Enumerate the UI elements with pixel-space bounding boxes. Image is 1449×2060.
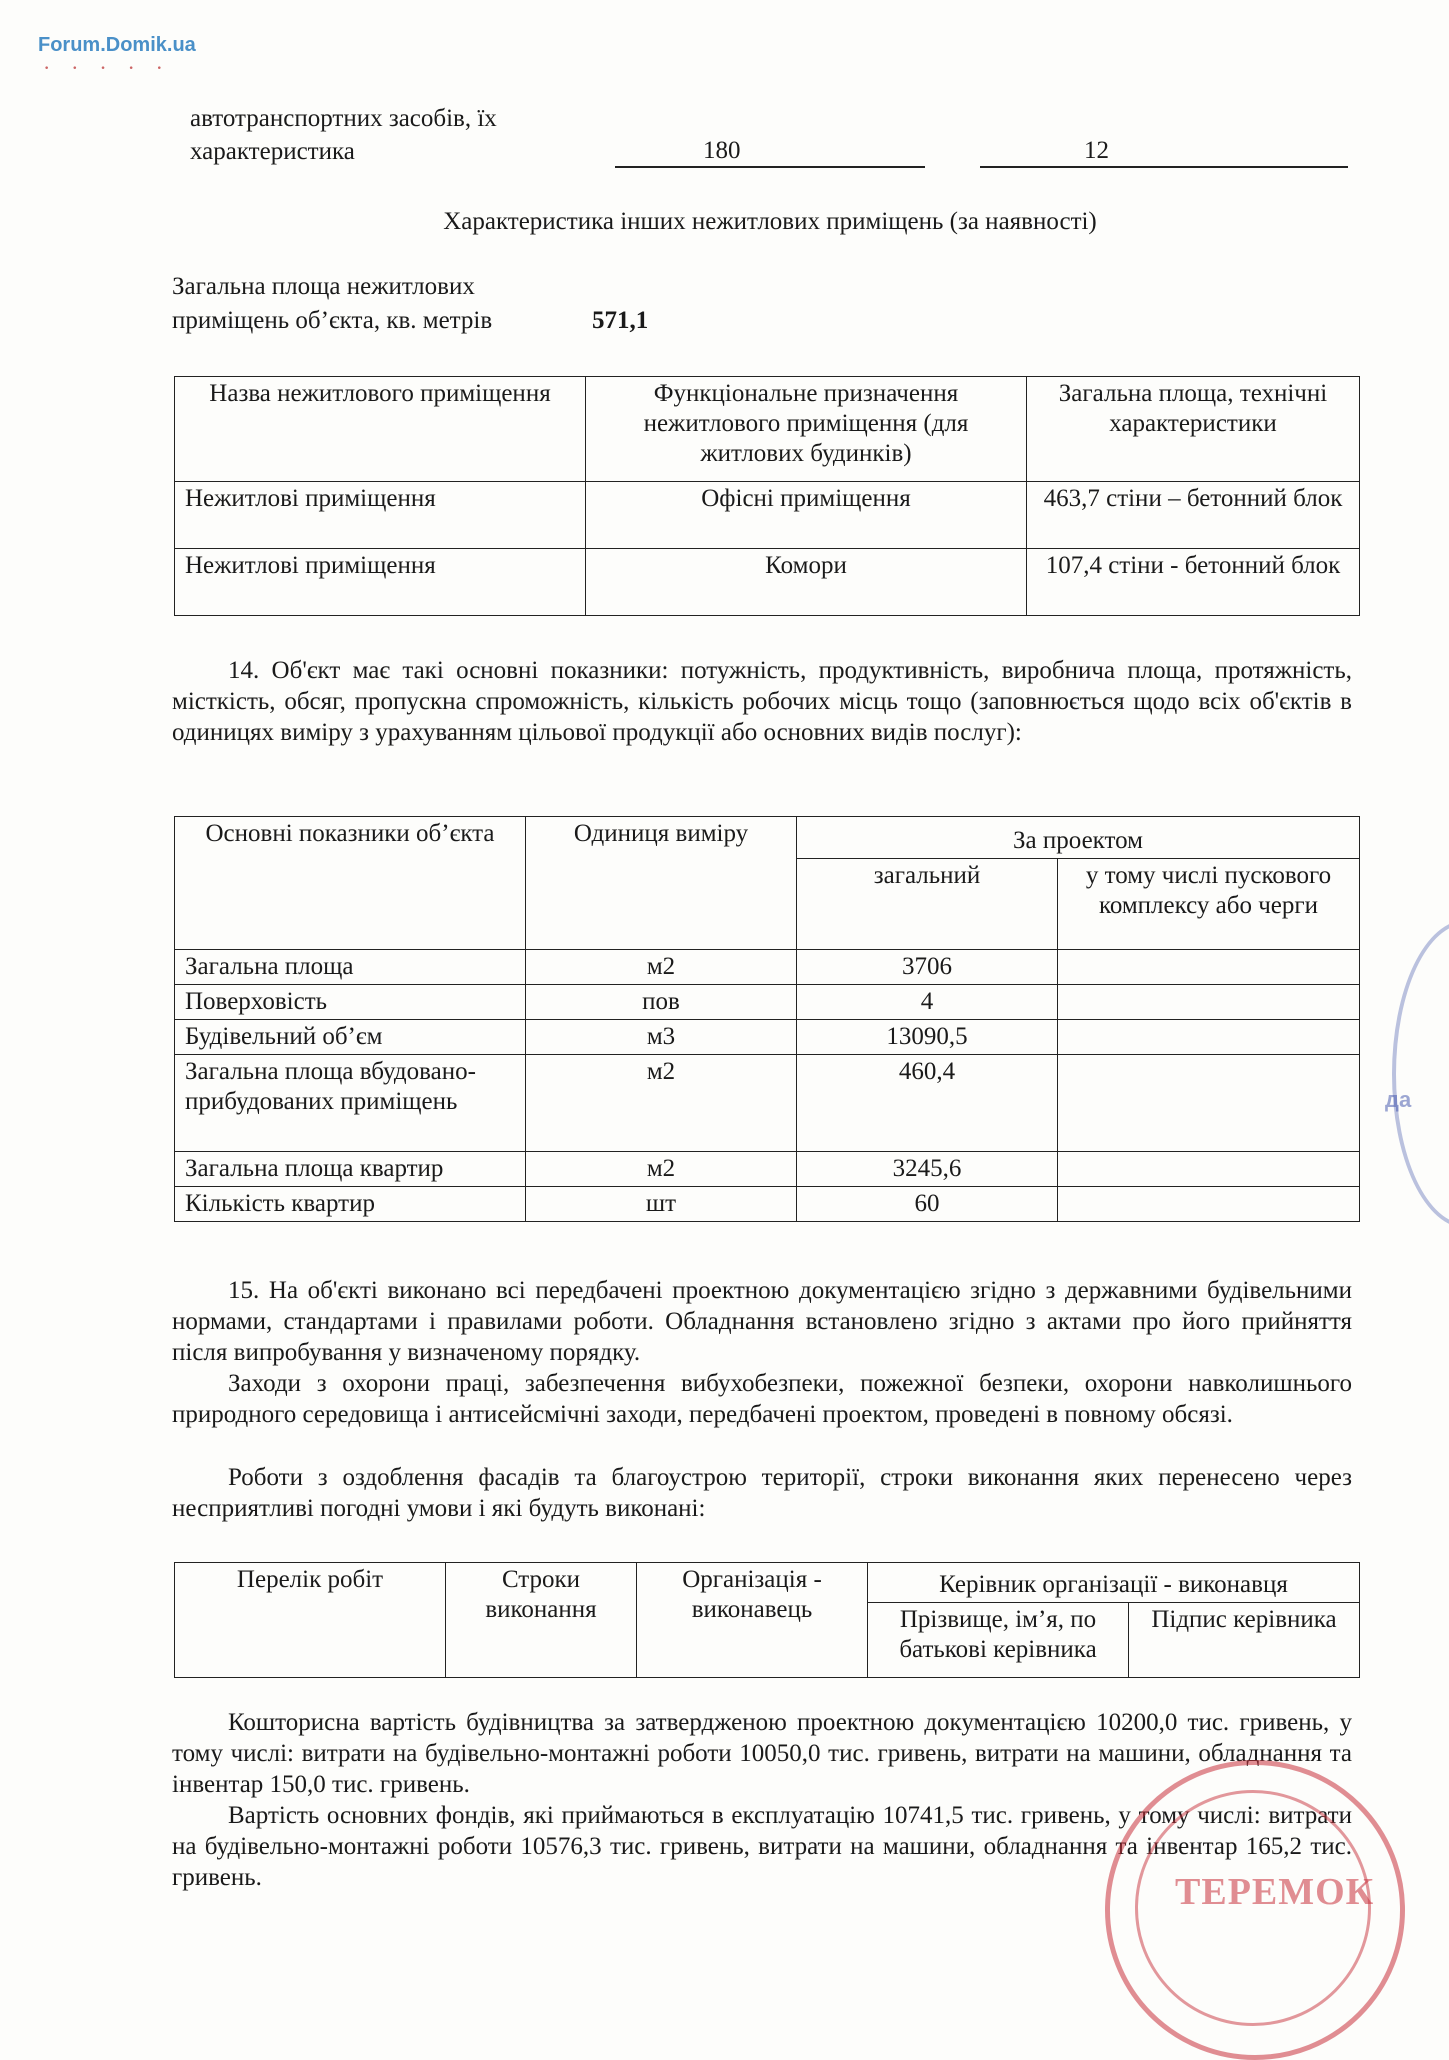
table-header-row	[175, 377, 1360, 482]
table-cell	[1058, 1152, 1360, 1187]
table-cell: Загальна площа вбудовано-прибудованих приміщень	[175, 1055, 526, 1152]
table-header-cell: Перелік робіт	[175, 1563, 446, 1678]
table-header-cell: Прізвище, ім’я, по батькові керівника	[868, 1603, 1129, 1678]
paragraph-estimated-cost: Кошторисна вартість будівництва за затвердженою проектною документацією 10200,0 тис. гривень, у тому числі: витрати на будівельно-монтажні роботи 10050,0 тис. гривень, витрати на машини, обладнання та інвентар 150,0 тис. гривень.	[172, 1709, 1352, 1798]
watermark-dots: • • • • •	[44, 64, 172, 74]
table-cell: 60	[797, 1187, 1058, 1222]
table-cell: Офісні приміщення	[586, 482, 1027, 549]
vehicles-label-line2: характеристика	[190, 138, 355, 165]
table-header-cell: Загальна площа, технічні характеристики	[1027, 377, 1360, 482]
blue-stamp-text: да	[1385, 1087, 1412, 1112]
table-header-cell: Назва нежитлового приміщення	[175, 377, 586, 482]
table-cell: 4	[797, 985, 1058, 1020]
nonres-caption: Характеристика інших нежитлових приміщень (за наявності)	[443, 208, 1097, 235]
table-header-cell: Організація - виконавець	[637, 1563, 868, 1678]
table-cell: Нежитлові приміщення	[175, 549, 586, 616]
deferred-works-table	[174, 1562, 1360, 1678]
table-header-cell: За проектом	[797, 817, 1360, 859]
table-cell: м3	[526, 1020, 797, 1055]
table-header-cell: Строки виконання	[446, 1563, 637, 1678]
table-row	[175, 1055, 1360, 1152]
table-row	[175, 1187, 1360, 1222]
table-cell: Кількість квартир	[175, 1187, 526, 1222]
table-cell: Загальна площа квартир	[175, 1152, 526, 1187]
table-cell	[1058, 985, 1360, 1020]
table-cell: Будівельний об’єм	[175, 1020, 526, 1055]
table-cell: м2	[526, 1152, 797, 1187]
table-header-cell: Функціональне призначення нежитлового приміщення (для житлових будинків)	[586, 377, 1027, 482]
paragraph-14: 14. Об'єкт має такі основні показники: потужність, продуктивність, виробнича площа, протяжність, місткість, обсяг, пропускна спроможність, кількість робочих місць тощо (заповнюється щодо всіх об'єктів в одиницях виміру з урахуванням цільової продукції або основних видів послуг):	[172, 657, 1352, 746]
vehicles-value-1: 180	[615, 136, 925, 168]
vehicles-label-line1: автотранспортних засобів, їх	[190, 105, 497, 132]
table-row	[175, 1020, 1360, 1055]
table-header-cell: Одиниця виміру	[526, 817, 797, 950]
table-cell: Нежитлові приміщення	[175, 482, 586, 549]
table-cell: м2	[526, 950, 797, 985]
table-cell: Загальна площа	[175, 950, 526, 985]
table-header-row	[175, 1563, 1360, 1603]
paragraph-fixed-assets: Вартість основних фондів, які приймаються в експлуатацію 10741,5 тис. гривень, у тому числі: витрати на будівельно-монтажні роботи 10576,3 тис. гривень, витрати на машини, обладнання та інвентар 165,2 тис. гривень.	[172, 1802, 1352, 1891]
table-cell: 3706	[797, 950, 1058, 985]
table-cell: Поверховість	[175, 985, 526, 1020]
table-cell: 107,4 стіни - бетонний блок	[1027, 549, 1360, 616]
table-header-cell: Основні показники об’єкта	[175, 817, 526, 950]
table-cell: 463,7 стіни – бетонний блок	[1027, 482, 1360, 549]
table-header-row	[175, 817, 1360, 859]
table-cell	[1058, 950, 1360, 985]
table-cell	[1058, 1055, 1360, 1152]
nonres-total-label-line2: приміщень об’єкта, кв. метрів	[172, 307, 493, 334]
watermark-logo: Forum.Domik.ua	[38, 34, 196, 56]
table-cell: шт	[526, 1187, 797, 1222]
paragraph-15-deferred: Роботи з оздоблення фасадів та благоустрою території, строки виконання яких перенесено через несприятливі погодні умови і які будуть виконані:	[172, 1464, 1352, 1522]
nonres-total-label-line1: Загальна площа нежитлових	[172, 273, 475, 300]
table-cell: Комори	[586, 549, 1027, 616]
table-row	[175, 950, 1360, 985]
table-header-cell: у тому числі пускового комплексу або черги	[1058, 859, 1360, 950]
table-row	[175, 482, 1360, 549]
red-stamp-text: ТЕРЕМОК	[1175, 1871, 1375, 1913]
table-cell: 460,4	[797, 1055, 1058, 1152]
table-cell: 13090,5	[797, 1020, 1058, 1055]
table-header-cell: Керівник організації - виконавця	[868, 1563, 1360, 1603]
table-cell	[1058, 1020, 1360, 1055]
indicators-table	[174, 816, 1360, 1222]
table-header-cell: загальний	[797, 859, 1058, 950]
paragraph-15-safety: Заходи з охорони праці, забезпечення вибухобезпеки, пожежної безпеки, охорони навколишнього природного середовища і антисейсмічні заходи, передбачені проектом, проведені в повному обсязі.	[172, 1370, 1352, 1428]
table-row	[175, 549, 1360, 616]
table-cell: м2	[526, 1055, 797, 1152]
table-header-cell: Підпис керівника	[1129, 1603, 1360, 1678]
nonres-total-value: 571,1	[592, 307, 649, 334]
paragraph-15: 15. На об'єкті виконано всі передбачені проектною документацією згідно з державними будівельними нормами, стандартами і правилами роботи. Обладнання встановлено згідно з актами про його прийняття після випробування у визначеному порядку.	[172, 1277, 1352, 1366]
table-cell: 3245,6	[797, 1152, 1058, 1187]
table-cell	[1058, 1187, 1360, 1222]
table-cell: пов	[526, 985, 797, 1020]
table-row	[175, 985, 1360, 1020]
blue-stamp	[1392, 920, 1449, 1228]
nonres-table	[174, 376, 1360, 616]
table-row	[175, 1152, 1360, 1187]
vehicles-value-2: 12	[980, 136, 1348, 168]
